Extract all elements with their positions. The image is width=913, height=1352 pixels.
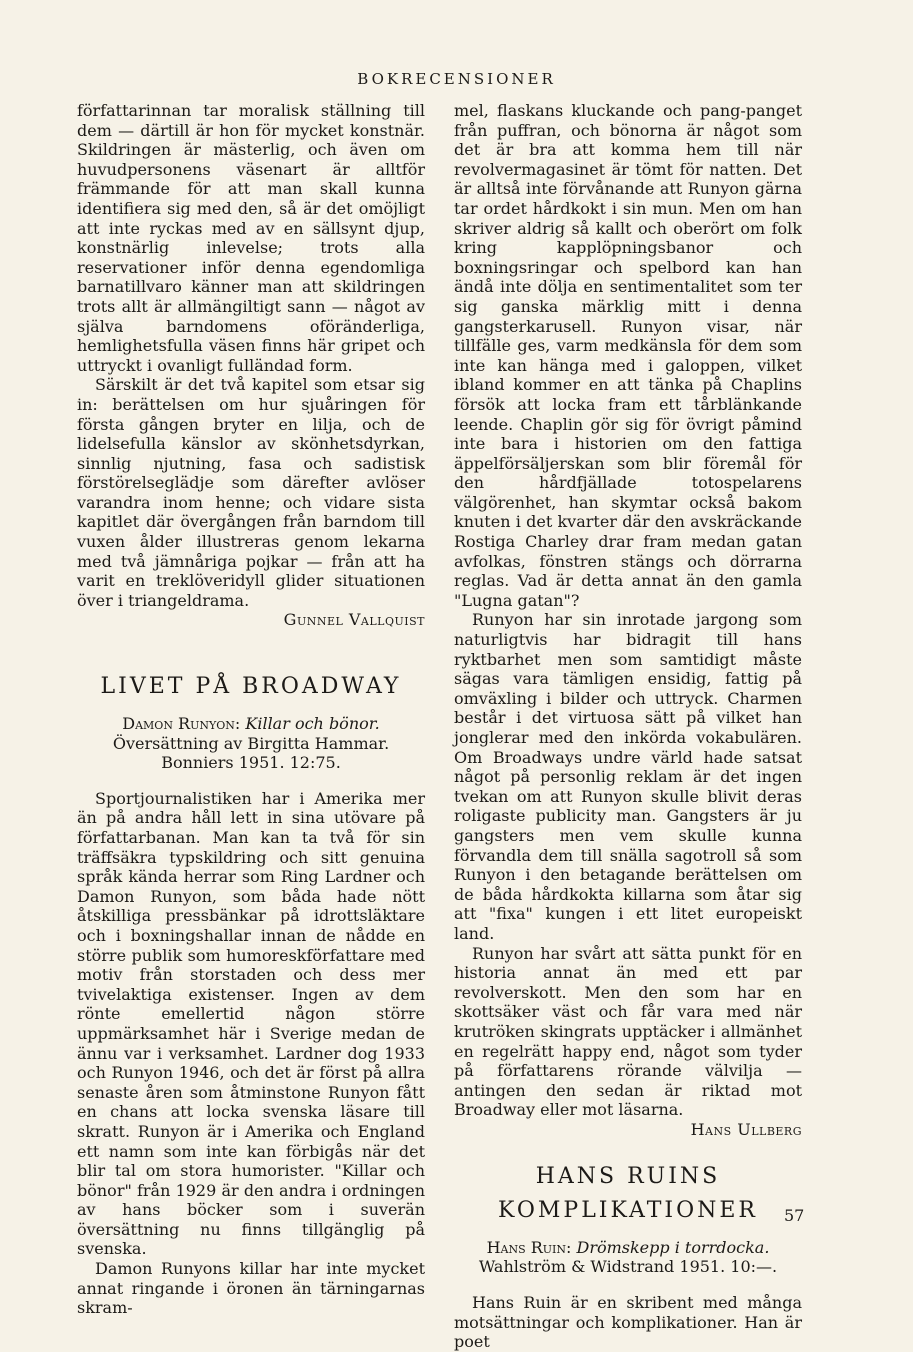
- review-paragraph: författarinnan tar moralisk ställning till dem — därtill är hon för mycket konstnär. Skildringen är mästerlig, och även om huvudpersonens väsenart är alltför främmande för att man skall kunna identifiera sig med den, så är det omöjligt att inte ryckas med av en sällsynt djup, konstnärlig inlevelse; trots alla reservationer inför denna egendomliga barnatillvaro känner man att skildringen trots allt är allmängiltigt sann — något av själva barndomens oföränderliga, hemlighetsfulla väsen finns här gripet och uttryckt i ovanligt fulländad form.: [77, 101, 425, 375]
- review-paragraph: Sportjournalistiken har i Amerika mer än på andra håll lett in sina utövare på författarbanan. Man kan ta två för sin träffsäkra typskildring och sitt genuina språk kända herrar som Ring Lardner och Damon Runyon, som båda hade nött åtskilliga pressbänkar på idrottsläktare och i boxningshallar innan de nådde en större publik som humoreskförfattare med motiv från storstaden och dess mer tvivelaktiga existenser. Ingen av dem rönte emellertid någon större uppmärksamhet här i Sverige medan de ännu var i verksamhet. Lardner dog 1933 och Runyon 1946, och det är först på allra senaste åren som åtminstone Runyon fått en chans att locka svenska läsare till skratt. Runyon är i Amerika och England ett namn som inte kan förbigås när det blir tal om stora humorister. "Killar och bönor" från 1929 är den andra i ordningen av hans böcker som i suverän översättning nu finns tillgänglig på svenska.: [77, 788, 425, 1259]
- review-paragraph: Damon Runyons killar har inte mycket annat ringande i öronen än tärningarnas skram-: [77, 1259, 425, 1318]
- book-author: Damon Runyon:: [122, 714, 241, 734]
- right-column: [454, 101, 805, 1352]
- left-column: [77, 101, 425, 1318]
- book-author: Hans Ruin:: [486, 1237, 572, 1257]
- review-paragraph: mel, flaskans kluckande och pang-panget från puffran, och bönorna är något som det är bra att komma hem till när revolvermagasinet är tömt för natten. Det är alltså inte förvånande att Runyon gärna tar ordet hårdkokt i sin mun. Men om han skriver aldrig så kallt och oberört om folk kring kapplöpningsbanor och boxningsringar och spelbord kan han ändå inte dölja en sentimentalitet som ter sig ganska märklig mitt i denna gangsterkarusell. Runyon visar, när tillfälle ges, varm medkänsla för dem som inte kan hänga med i galoppen, vilket ibland kommer en att tänka på Chaplins försök att locka fram ett tårblänkande leende. Chaplin gör sig för övrigt påmind inte bara i historien om den fattiga äppelförsäljerskan som blir föremål för den hårdfjällade totospelarens välgörenhet, han skymtar också bakom knuten i det kvarter där den avskräckande Rostiga Charley drar fram medan gatan avfolkas, fönstren stängs och dörrarna reglas. Vad är detta annat än den gamla "Lugna gatan"?: [454, 101, 802, 610]
- review-paragraph: Hans Ruin är en skribent med många motsättningar och komplikationer. Han är poet: [454, 1293, 802, 1352]
- running-header: BOKRECENSIONER: [357, 70, 556, 88]
- review-title: LIVET PÅ BROADWAY: [100, 674, 402, 700]
- review-paragraph: [454, 943, 802, 1139]
- book-details: Wahlström & Widstrand 1951. 10:—.: [478, 1257, 778, 1277]
- page-number: 57: [784, 1206, 805, 1225]
- book-title: Killar och bönor.: [245, 714, 380, 734]
- review-paragraph-text: Runyon har svårt att sätta punkt för en historia annat än med ett par revolverskott. Men den som har en skottsäker väst och får vara med när krutröken skingrats upptäcker i allmänhet en regelrätt happy end, något som tyder på författarens rörande välvilja — antingen den sedan är riktad mot Broadway eller mot läsarna.: [454, 943, 802, 1120]
- reviewer-signature: Hans Ullberg: [690, 1119, 802, 1139]
- review-paragraph: Särskilt är det två kapitel som etsar sig in: berättelsen om hur sjuåringen för första gången bryter en lilja, och de lidelsefulla känslor av skönhetsdyrkan, sinnlig njutning, fasa och sadistisk förstörelseglädje som därefter avlöser varandra inom henne; och vidare sista kapitlet där övergången från barndom till vuxen ålder illustreras genom lekarna med två jämnåriga pojkar — från att ha varit en treklöveridyll glider situationen över i triangeldrama.: [77, 375, 425, 610]
- bibliographic-entry: [77, 714, 425, 773]
- bibliographic-entry: [454, 1238, 802, 1277]
- review-title: HANS RUINS KOMPLIKATIONER: [497, 1163, 758, 1223]
- reviewer-signature: Gunnel Vallquist: [283, 610, 425, 630]
- review-paragraph: Runyon har sin inrotade jargong som naturligtvis har bidragit till hans ryktbarhet men som samtidigt måste sägas vara tämligen ensidig, fattig på omväxling i bilder och uttryck. Charmen består i det virtuosa sätt på vilket han jonglerar med den inkörda vokabulären. Om Broadways undre värld hade satsat något på personlig reklam är det ingen tvekan om att Runyon skulle blivit deras roligaste publicity man. Gangsters är ju gangsters men vem skulle kunna förvandla dem till snälla sagotroll så som Runyon i den betagande berättelsen om de båda hårdkokta killarna som åtar sig att "fixa" kungen i ett litet europeiskt land.: [454, 610, 802, 943]
- book-title: Drömskepp i torrdocka.: [576, 1237, 770, 1257]
- book-details: Översättning av Birgitta Hammar. Bonniers 1951. 12:75.: [112, 733, 390, 773]
